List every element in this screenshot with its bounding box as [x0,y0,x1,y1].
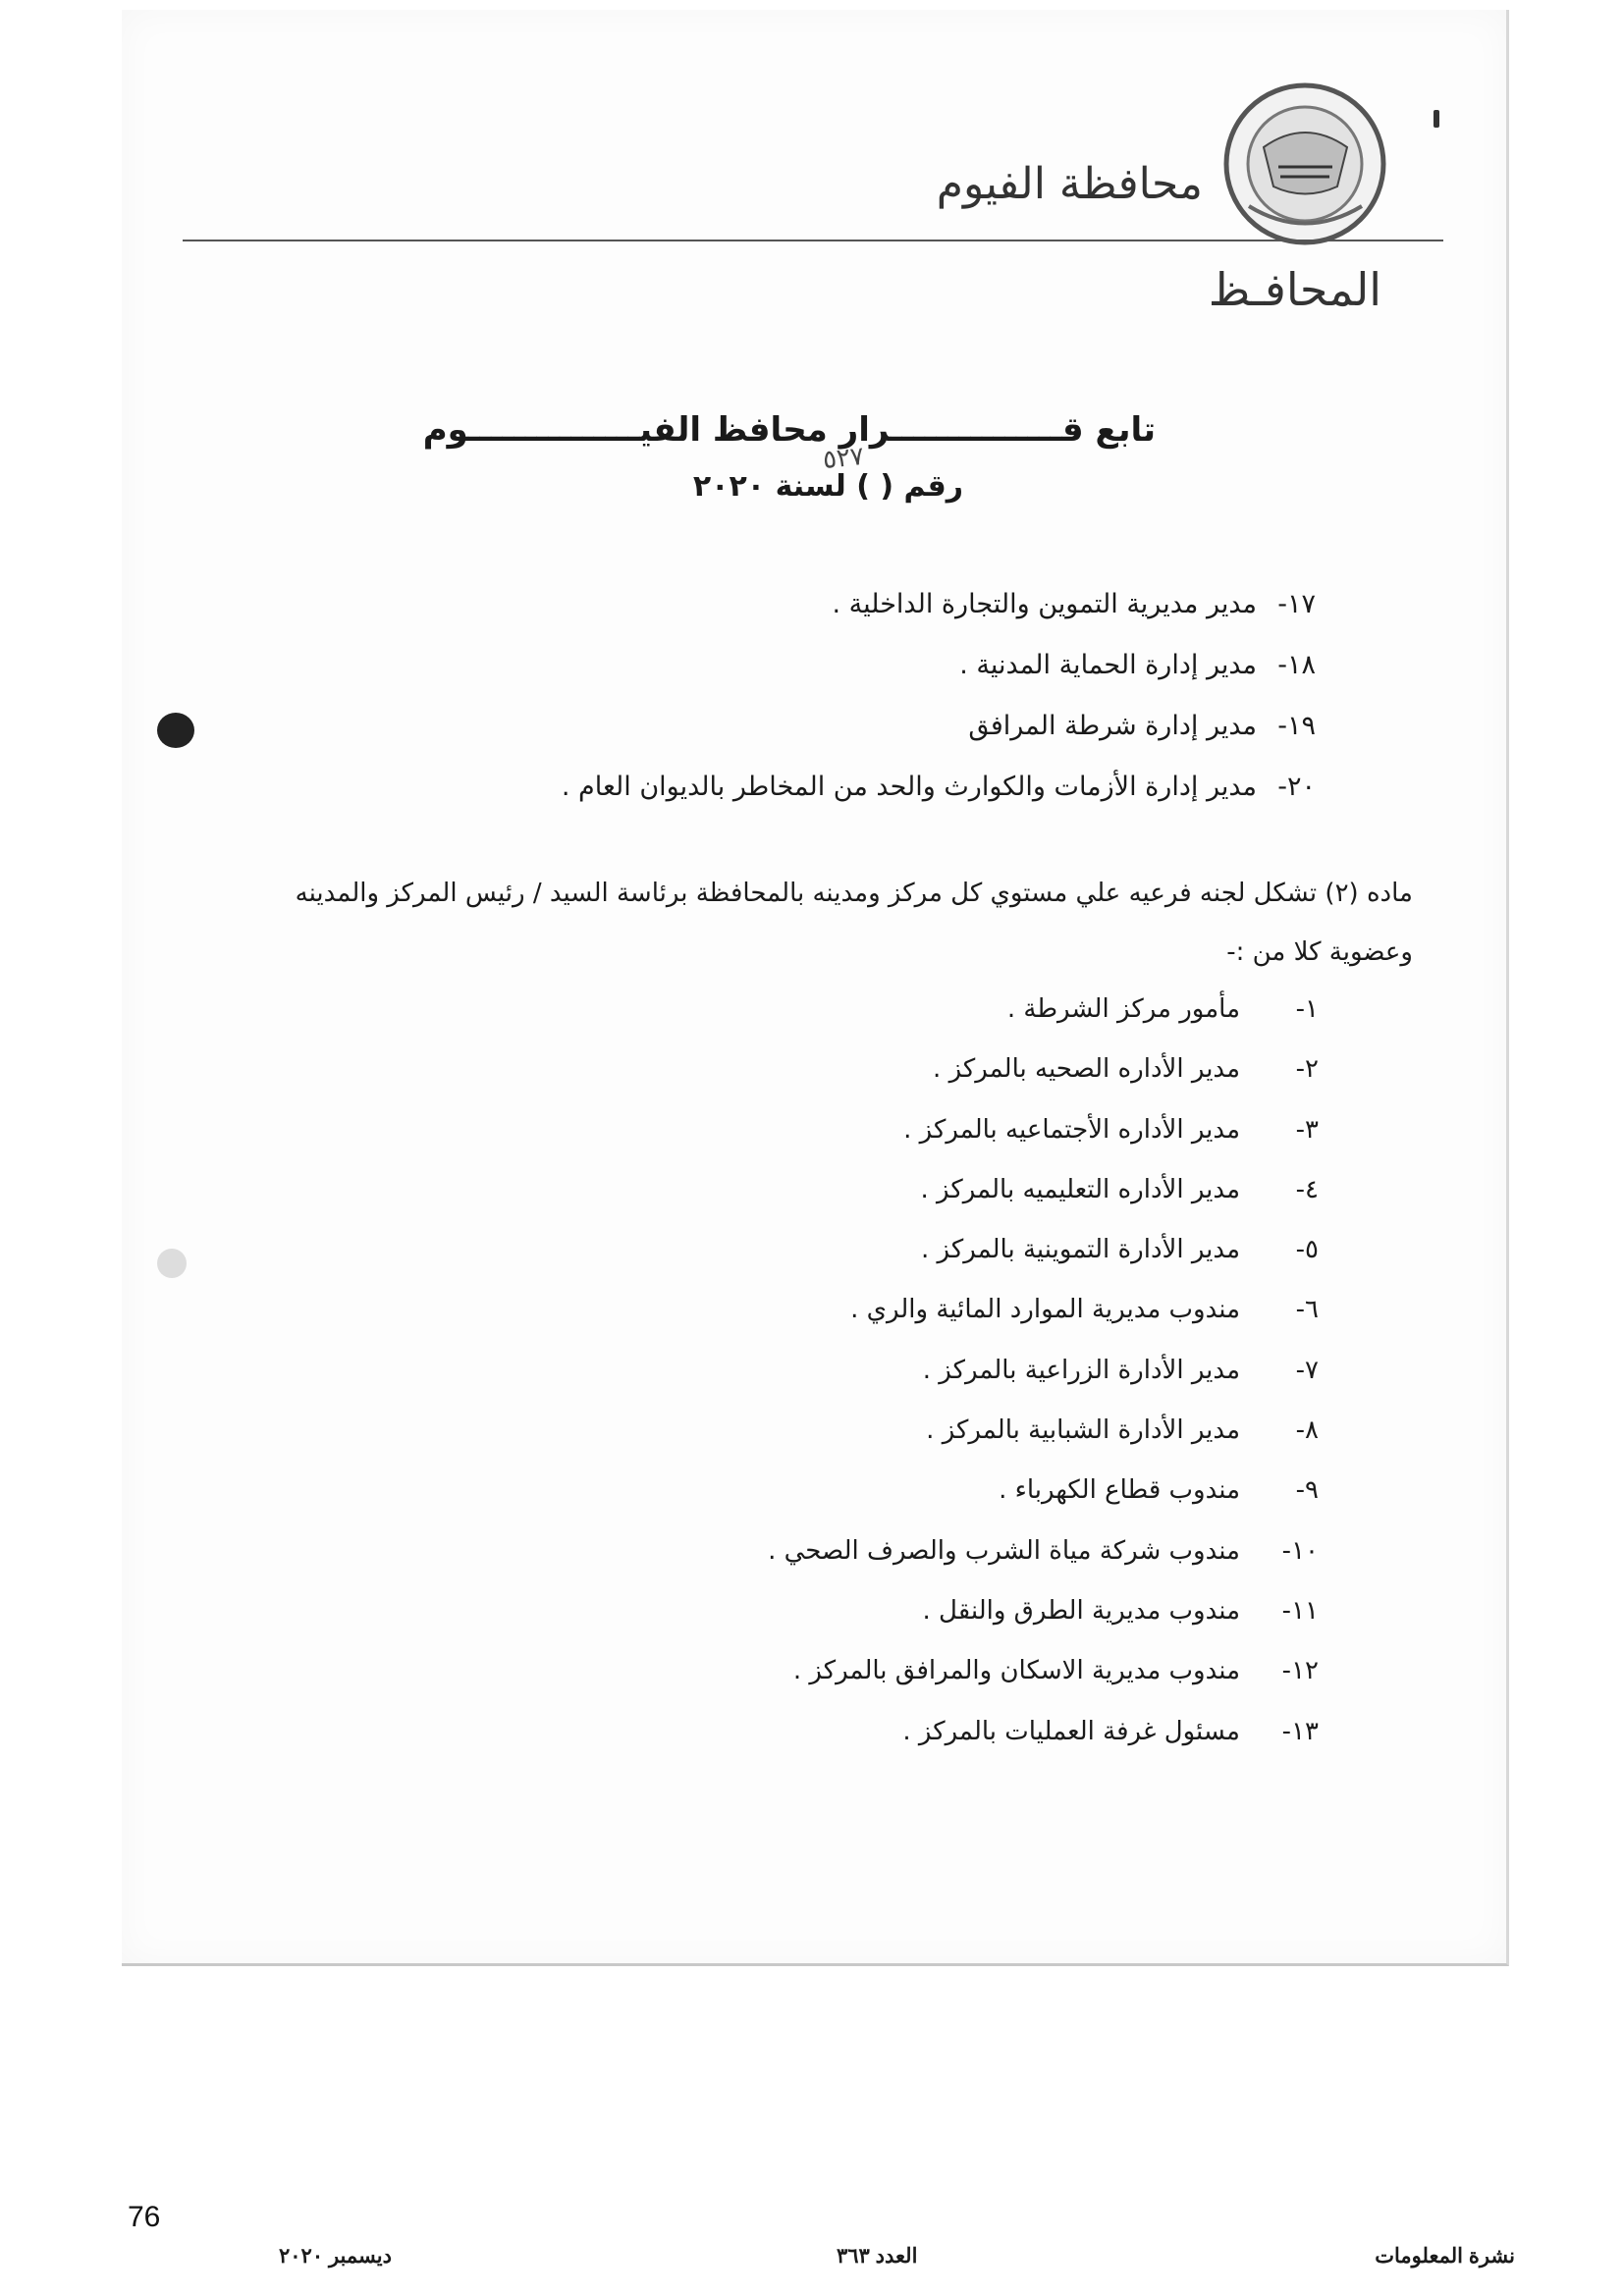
scan-speck [1434,110,1439,128]
item-text: مدير إدارة الأزمات والكوارث والحد من المخاطر بالديوان العام . [561,772,1257,802]
item-text: مأمور مركز الشرطة . [1006,994,1240,1024]
item-text: مندوب مديرية الموارد المائية والري . [850,1295,1240,1325]
scan-speck [157,713,194,748]
item-text: مدير الأدارة التموينية بالمركز . [920,1235,1240,1265]
list-item [432,768,1316,828]
item-number: ٧- [1295,1355,1319,1385]
list-item [432,646,1316,707]
continued-member-list [432,585,1316,828]
decree-title: تابع قـــــــــــــــرار محافظ الفيـــــــــــــــوم [422,410,1156,450]
item-text: مدير إدارة شرطة المرافق [968,711,1257,741]
item-number: ٩- [1295,1475,1319,1506]
item-number: ١١- [1281,1595,1319,1626]
item-number: ٨- [1295,1415,1319,1446]
item-text: مندوب مديرية الطرق والنقل . [922,1595,1240,1626]
decree-number-line: رقم ( ) لسنة ٢٠٢٠ [692,469,963,504]
item-number: ١٢- [1281,1656,1319,1686]
item-number: ١٨- [1277,650,1316,680]
item-number: ١- [1295,994,1319,1024]
list-item [435,1591,1319,1651]
item-text: مدير الأدارة الزراعية بالمركز . [922,1355,1240,1385]
list-item [435,1470,1319,1530]
list-item [435,1651,1319,1711]
item-text: مدير الأداره الأجتماعيه بالمركز . [903,1114,1240,1145]
item-number: ١٣- [1281,1716,1319,1746]
header-divider [183,240,1443,241]
item-number: ١٠- [1281,1535,1319,1566]
list-item [432,585,1316,646]
item-number: ٢٠- [1277,772,1316,802]
scan-speck [157,1249,187,1278]
list-item [435,1230,1319,1290]
item-text: مندوب شركة مياة الشرب والصرف الصحي . [768,1535,1240,1566]
governorate-name: محافظة الفيوم [936,159,1203,209]
committee-member-list [435,989,1319,1772]
list-item [432,707,1316,768]
list-item [435,1411,1319,1470]
governorate-seal-icon [1219,79,1391,250]
page-number: 76 [128,2201,161,2233]
item-text: مدير مديرية التموين والتجارة الداخلية . [832,589,1257,619]
item-number: ٦- [1295,1295,1319,1325]
office-title: المحافـظ [1208,263,1381,316]
item-text: مندوب قطاع الكهرباء . [999,1475,1240,1506]
list-item [435,1531,1319,1591]
item-text: مدير الأدارة الشبابية بالمركز . [926,1415,1240,1446]
list-item [435,1170,1319,1230]
list-item [435,1049,1319,1109]
item-number: ١٩- [1277,711,1316,741]
footer-date: ديسمبر ٢٠٢٠ [279,2245,392,2268]
item-text: مدير الأداره التعليميه بالمركز . [920,1174,1240,1204]
item-number: ٢- [1295,1054,1319,1085]
item-number: ١٧- [1277,589,1316,619]
item-text: مسئول غرفة العمليات بالمركز . [902,1716,1240,1746]
list-item [435,989,1319,1049]
item-number: ٥- [1295,1235,1319,1265]
list-item [435,1290,1319,1350]
footer-publication: نشرة المعلومات [1375,2245,1515,2268]
item-text: مندوب مديرية الاسكان والمرافق بالمركز . [792,1656,1240,1686]
list-item [435,1110,1319,1170]
item-number: ٣- [1295,1114,1319,1145]
footer-issue: العدد ٣٦٣ [837,2245,918,2268]
handwritten-decree-number: ٥٢٧ [821,441,866,476]
item-text: مدير إدارة الحماية المدنية . [959,650,1257,680]
item-text: مدير الأداره الصحيه بالمركز . [933,1054,1240,1085]
article-2-paragraph: ماده (٢) تشكل لجنه فرعيه علي مستوي كل مركز ومدينه بالمحافظة برئاسة السيد / رئيس المركز والمدينه وعضوية كلا من :- [295,879,1413,967]
list-item [435,1351,1319,1411]
list-item [435,1712,1319,1772]
item-number: ٤- [1295,1174,1319,1204]
